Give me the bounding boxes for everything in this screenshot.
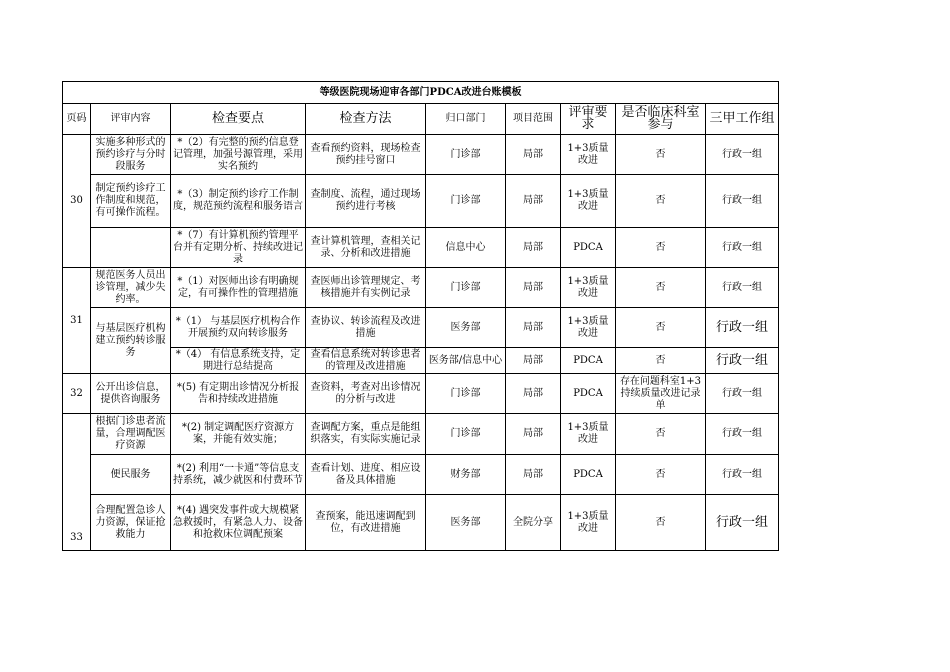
requirement-cell: 1+3质量改进: [561, 414, 616, 455]
requirement-cell: 1+3质量改进: [561, 495, 616, 551]
page-title: 等级医院现场迎审各部门PDCA改进台账模板: [63, 82, 779, 104]
pdca-ledger-table: [62, 81, 779, 551]
scope-cell: 局部: [506, 374, 561, 414]
group-cell: 行政一组: [706, 414, 779, 455]
group-cell: 行政一组: [706, 135, 779, 175]
content-cell: [91, 228, 171, 268]
requirement-cell: PDCA: [561, 374, 616, 414]
table-row: [63, 228, 779, 268]
table-row: [63, 414, 779, 455]
content-cell: 规范医务人员出诊管理，减少失约率。: [91, 268, 171, 308]
scope-cell: 局部: [506, 228, 561, 268]
requirement-cell: 1+3质量改进: [561, 135, 616, 175]
table-row: [63, 374, 779, 414]
clinical-cell: 否: [616, 308, 706, 348]
method-cell: 查医师出诊管理规定、考核措施并有实例记录: [306, 268, 426, 308]
table-row: [63, 268, 779, 308]
clinical-cell: 否: [616, 348, 706, 374]
clinical-cell: 存在问题科室1+3持续质量改进记录单: [616, 374, 706, 414]
dept-cell: 门诊部: [426, 175, 506, 228]
group-cell: 行政一组: [706, 348, 779, 374]
requirement-cell: 1+3质量改进: [561, 175, 616, 228]
method-cell: 查看预约资料，现场检查预约挂号窗口: [306, 135, 426, 175]
header-row: [63, 104, 779, 135]
method-cell: 查资料，考查对出诊情况的分析与改进: [306, 374, 426, 414]
content-cell: 合理配置急诊人力资源，保证抢救能力: [91, 495, 171, 551]
group-cell: 行政一组: [706, 455, 779, 495]
group-cell: 行政一组: [706, 268, 779, 308]
content-cell: 便民服务: [91, 455, 171, 495]
table-row: [63, 495, 779, 551]
point-cell: *（2）有完整的预约信息登记管理，加强号源管理，采用实名预约: [171, 135, 306, 175]
method-cell: 查看信息系统对转诊患者的管理及改进措施: [306, 348, 426, 374]
method-cell: 查制度、流程，通过现场预约进行考核: [306, 175, 426, 228]
method-cell: 查协议、转诊流程及改进措施: [306, 308, 426, 348]
clinical-cell: 否: [616, 135, 706, 175]
group-cell: 行政一组: [706, 495, 779, 551]
dept-cell: 医务部: [426, 495, 506, 551]
header-requirement: 评审要求: [561, 104, 616, 135]
header-method: 检查方法: [306, 104, 426, 135]
scope-cell: 全院分享: [506, 495, 561, 551]
table-row: [63, 135, 779, 175]
dept-cell: 门诊部: [426, 268, 506, 308]
point-cell: *（4） 有信息系统支持，定期进行总结提高: [171, 348, 306, 374]
group-cell: 行政一组: [706, 175, 779, 228]
scope-cell: 局部: [506, 135, 561, 175]
point-cell: *（1） 与基层医疗机构合作开展预约双向转诊服务: [171, 308, 306, 348]
header-group: 三甲工作组: [706, 104, 779, 135]
group-cell: 行政一组: [706, 308, 779, 348]
scope-cell: 局部: [506, 308, 561, 348]
page-number-cell: 31: [63, 268, 91, 374]
clinical-cell: 否: [616, 495, 706, 551]
content-cell: 根据门诊患者流量，合理调配医疗资源: [91, 414, 171, 455]
scope-cell: 局部: [506, 175, 561, 228]
table-row: [63, 348, 779, 374]
header-scope: 项目范围: [506, 104, 561, 135]
scope-cell: 局部: [506, 455, 561, 495]
page-number-cell: 33: [63, 414, 91, 551]
point-cell: *(5) 有定期出诊情况分析报告和持续改进措施: [171, 374, 306, 414]
header-content: 评审内容: [91, 104, 171, 135]
dept-cell: 医务部: [426, 308, 506, 348]
scope-cell: 局部: [506, 348, 561, 374]
requirement-cell: PDCA: [561, 455, 616, 495]
dept-cell: 信息中心: [426, 228, 506, 268]
content-cell: 与基层医疗机构建立预约转诊服务: [91, 308, 171, 374]
requirement-cell: PDCA: [561, 228, 616, 268]
header-page: 页码: [63, 104, 91, 135]
content-cell: 实施多种形式的预约诊疗与分时段服务: [91, 135, 171, 175]
method-cell: 查调配方案，重点是能组织落实，有实际实施记录: [306, 414, 426, 455]
method-cell: 查计算机管理，查相关记录、分析和改进措施: [306, 228, 426, 268]
clinical-cell: 否: [616, 414, 706, 455]
clinical-cell: 否: [616, 455, 706, 495]
page-number-cell: 30: [63, 135, 91, 268]
clinical-cell: 否: [616, 268, 706, 308]
header-point: 检查要点: [171, 104, 306, 135]
table-row: [63, 175, 779, 228]
group-cell: 行政一组: [706, 228, 779, 268]
point-cell: *(2) 制定调配医疗资源方案，并能有效实施；: [171, 414, 306, 455]
content-cell: 制定预约诊疗工作制度和规范，有可操作流程。: [91, 175, 171, 228]
method-cell: 查看计划、进度、相应设备及具体措施: [306, 455, 426, 495]
group-cell: 行政一组: [706, 374, 779, 414]
dept-cell: 门诊部: [426, 135, 506, 175]
point-cell: *(4) 遇突发事件或大规模紧急救援时，有紧急人力、设备和抢救床位调配预案: [171, 495, 306, 551]
point-cell: *（3）制定预约诊疗工作制度，规范预约流程和服务语言: [171, 175, 306, 228]
header-clinical: 是否临床科室参与: [616, 104, 706, 135]
table-row: [63, 308, 779, 348]
page-number-cell: 32: [63, 374, 91, 414]
clinical-cell: 否: [616, 228, 706, 268]
point-cell: *（7）有计算机预约管理平台并有定期分析、持续改进记录: [171, 228, 306, 268]
dept-cell: 医务部/信息中心: [426, 348, 506, 374]
dept-cell: 门诊部: [426, 374, 506, 414]
point-cell: *（1）对医师出诊有明确规定，有可操作性的管理措施: [171, 268, 306, 308]
requirement-cell: 1+3质量改进: [561, 268, 616, 308]
dept-cell: 门诊部: [426, 414, 506, 455]
content-cell: 公开出诊信息，提供咨询服务: [91, 374, 171, 414]
table-row: [63, 455, 779, 495]
method-cell: 查预案，能迅速调配到位，有改进措施: [306, 495, 426, 551]
clinical-cell: 否: [616, 175, 706, 228]
dept-cell: 财务部: [426, 455, 506, 495]
requirement-cell: 1+3质量改进: [561, 308, 616, 348]
scope-cell: 局部: [506, 268, 561, 308]
requirement-cell: PDCA: [561, 348, 616, 374]
header-dept: 归口部门: [426, 104, 506, 135]
point-cell: *(2) 利用“一卡通”等信息支持系统，减少就医和付费环节: [171, 455, 306, 495]
scope-cell: 局部: [506, 414, 561, 455]
